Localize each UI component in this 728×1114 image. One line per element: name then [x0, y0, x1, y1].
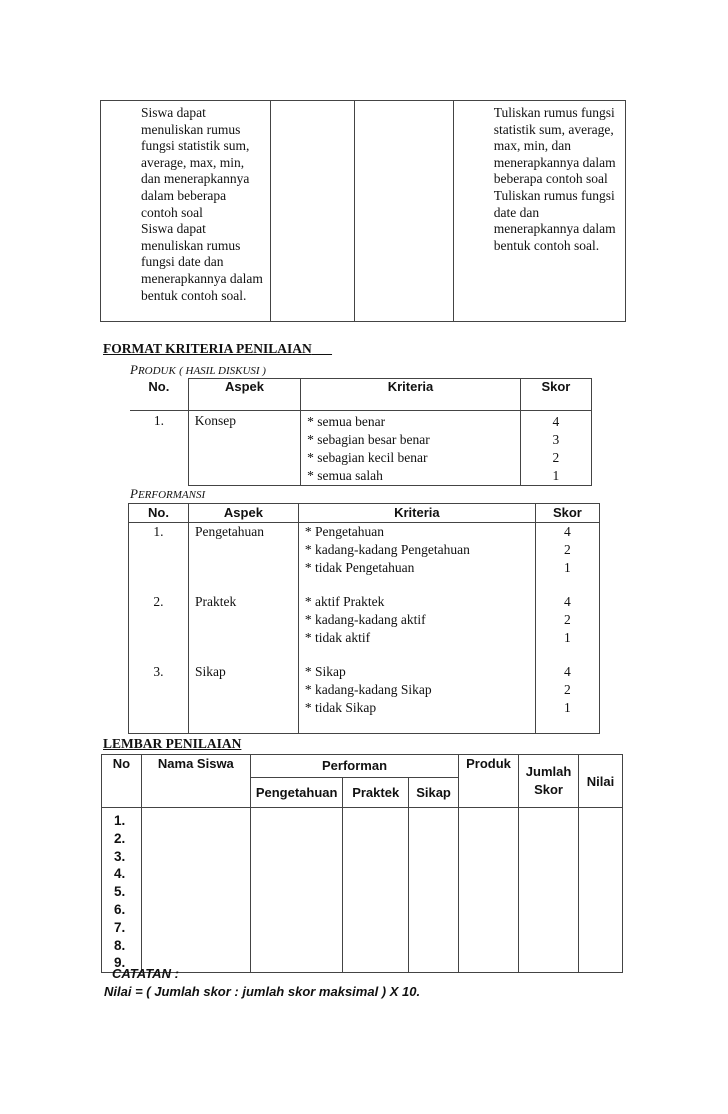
header-nilai: Nilai: [579, 755, 623, 808]
row-number: 4.: [114, 866, 126, 882]
line: 1: [564, 700, 571, 715]
header-kriteria: Kriteria: [298, 504, 535, 523]
row-number: 2.: [114, 830, 126, 846]
header-no: No: [102, 755, 142, 808]
questions-cell: [453, 101, 625, 322]
line: 1: [564, 630, 571, 645]
perf-row-1-kriteria: [305, 523, 529, 593]
line: 3: [552, 432, 560, 447]
lembar-heading: LEMBAR PENILAIAN: [103, 736, 242, 751]
objective-list: [101, 101, 270, 304]
perf-row-3-no: 3.: [153, 664, 164, 679]
perf-row-2-kriteria: [305, 593, 529, 663]
row-number: 7.: [114, 919, 126, 935]
row-aspek: Konsep: [188, 411, 300, 486]
line: * Pengetahuan: [304, 524, 384, 539]
row-number: 6.: [114, 901, 126, 917]
row-number: 8.: [114, 937, 126, 953]
nama-cell[interactable]: [141, 808, 250, 973]
header-jumlah-skor: Jumlah Skor: [519, 755, 579, 808]
objectives-cell: [101, 101, 271, 322]
line: * tidak aktif: [304, 630, 371, 645]
perf-row-1-aspek: Pengetahuan: [194, 524, 264, 539]
line: * sebagian besar benar: [307, 432, 430, 447]
row-number: 3.: [114, 848, 126, 864]
sikap-cell[interactable]: [409, 808, 459, 973]
line: 2: [552, 450, 560, 465]
line: * tidak Pengetahuan: [304, 560, 415, 575]
header-skor: Skor: [520, 379, 591, 411]
catatan-formula: Nilai = ( Jumlah skor : jumlah skor maksimal ) X 10.: [104, 984, 421, 999]
perf-row-2-no: 2.: [153, 594, 164, 609]
row-no: 1.: [130, 411, 188, 486]
line: * semua salah: [307, 468, 383, 483]
header-sikap: Sikap: [409, 778, 459, 808]
jumlah-skor-cell[interactable]: [519, 808, 579, 973]
header-praktek: Praktek: [343, 778, 409, 808]
empty-cell: [354, 101, 453, 322]
line: 4: [564, 524, 571, 539]
line: 4: [564, 594, 571, 609]
number-column: [102, 808, 142, 973]
header-kriteria: Kriteria: [301, 379, 521, 411]
lembar-table: [101, 754, 623, 973]
list-item: Tuliskan rumus fungsi date dan menerapkannya dalam bentuk contoh soal.: [493, 187, 616, 253]
line: * sebagian kecil benar: [307, 450, 428, 465]
header-produk: Produk: [459, 755, 519, 808]
row-kriteria: [301, 411, 521, 486]
perf-row-3-aspek: Sikap: [194, 664, 226, 679]
list-item: Siswa dapat menuliskan rumus fungsi date dan menerapkannya dalam bentuk contoh soal.: [141, 221, 263, 303]
header-nama-siswa: Nama Siswa: [141, 755, 250, 808]
line: 4: [564, 664, 571, 679]
line: * kadang-kadang Sikap: [304, 682, 432, 697]
header-performan: Performan: [250, 755, 458, 778]
row-skor-column: [535, 523, 599, 734]
line: 1: [564, 560, 571, 575]
header-aspek: Aspek: [188, 504, 298, 523]
format-heading: FORMAT KRITERIA PENILAIAN: [103, 341, 312, 356]
catatan-label: CATATAN :: [112, 966, 179, 981]
perf-row-3-kriteria: [305, 663, 529, 733]
perf-row-2-skor: [542, 593, 593, 663]
perf-row-1-skor: [542, 523, 593, 593]
row-number: 9.: [114, 955, 126, 971]
header-skor: Skor: [535, 504, 599, 523]
performansi-table: [128, 503, 600, 734]
row-kriteria-column: [298, 523, 535, 734]
row-number: 1.: [114, 813, 126, 828]
header-no: No.: [130, 379, 188, 411]
nilai-cell[interactable]: [579, 808, 623, 973]
list-item: Tuliskan rumus fungsi statistik sum, average, max, min, dan menerapkannya dalam beberapa contoh soal: [493, 105, 616, 187]
empty-cell: [271, 101, 354, 322]
line: * kadang-kadang Pengetahuan: [304, 542, 470, 557]
perf-row-2-aspek: Praktek: [194, 594, 237, 609]
line: * semua benar: [307, 414, 386, 429]
produk-label: PRODUK ( HASIL DISKUSI ): [130, 362, 266, 377]
list-item: Siswa dapat menuliskan rumus fungsi statistik sum, average, max, min, dan menerapkannya dalam beberapa contoh soal: [141, 105, 250, 220]
produk-cell[interactable]: [459, 808, 519, 973]
line: * Sikap: [304, 664, 346, 679]
header-pengetahuan: Pengetahuan: [250, 778, 342, 808]
question-list: [454, 101, 625, 254]
header-no: No.: [129, 504, 189, 523]
line: 4: [552, 414, 560, 429]
header-aspek: Aspek: [188, 379, 300, 411]
praktek-cell[interactable]: [343, 808, 409, 973]
line: * aktif Praktek: [304, 594, 385, 609]
row-number: 5.: [114, 884, 126, 900]
produk-table: [130, 378, 592, 486]
line: 2: [564, 682, 571, 697]
row-skor: [520, 411, 591, 486]
performansi-label: PERFORMANSI: [130, 486, 206, 501]
line: 2: [564, 542, 571, 557]
line: * kadang-kadang aktif: [304, 612, 426, 627]
line: 1: [552, 468, 560, 483]
perf-row-3-skor: [542, 663, 593, 733]
objectives-table: [100, 100, 626, 322]
line: * tidak Sikap: [304, 700, 377, 715]
row-aspek-column: [188, 523, 298, 734]
pengetahuan-cell[interactable]: [250, 808, 342, 973]
line: 2: [564, 612, 571, 627]
row-no-column: [129, 523, 189, 734]
perf-row-1-no: 1.: [153, 524, 164, 539]
